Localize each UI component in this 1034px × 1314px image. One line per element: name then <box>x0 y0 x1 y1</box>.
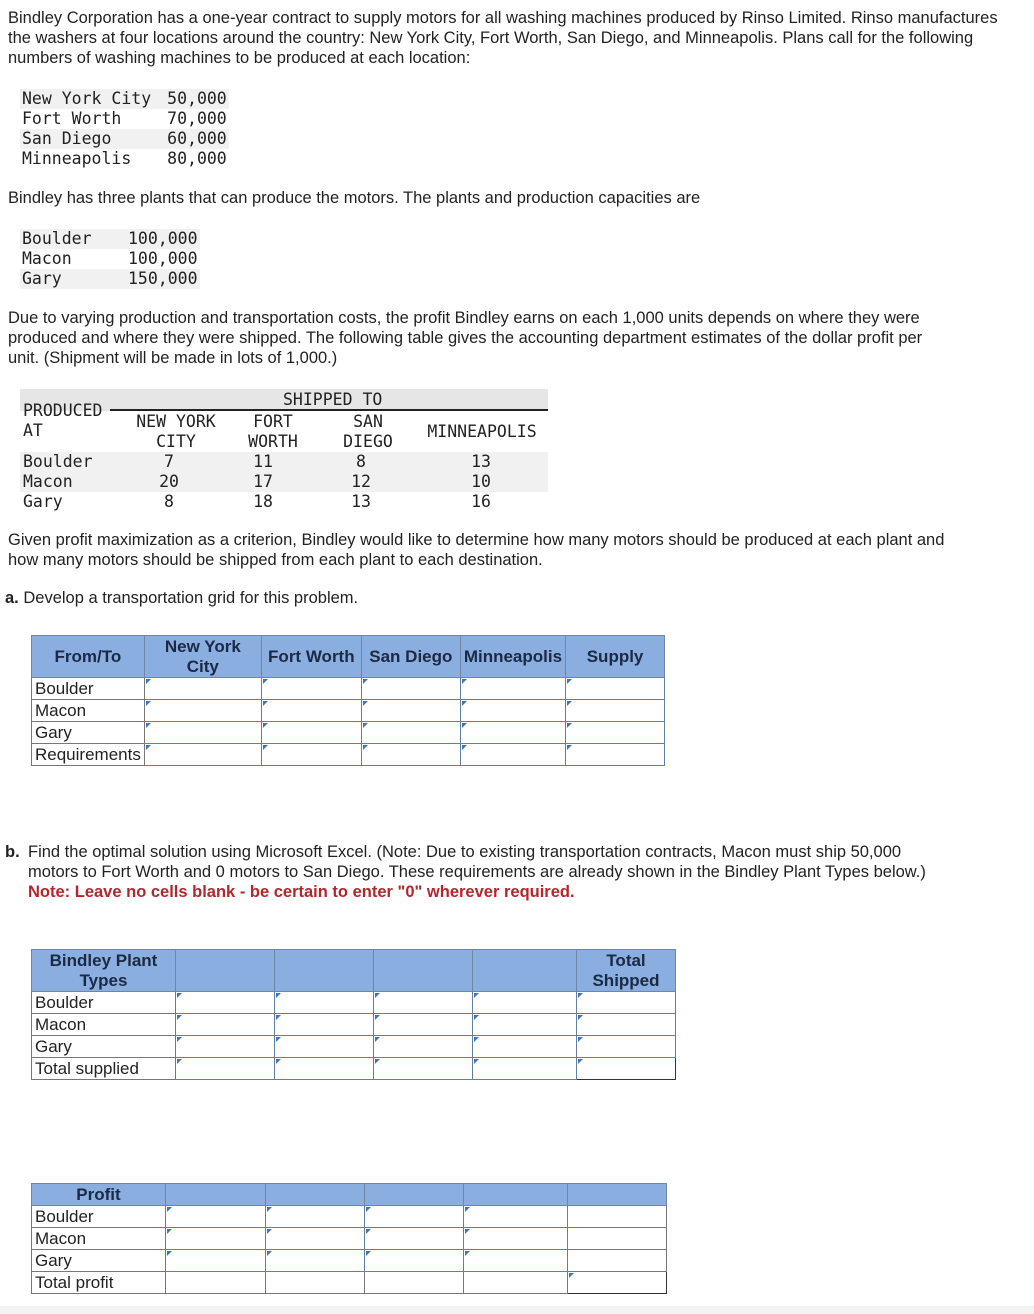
input-cell[interactable] <box>261 700 361 722</box>
col-header-line1: FORT <box>253 412 293 431</box>
part-a-letter: a. <box>5 589 19 607</box>
input-cell[interactable] <box>577 1036 676 1058</box>
input-cell[interactable] <box>176 1014 275 1036</box>
input-cell[interactable] <box>566 722 665 744</box>
row-label: Boulder <box>32 678 145 700</box>
empty-cell <box>365 1272 464 1294</box>
grid-row-requirements <box>32 744 665 766</box>
profit-value: 13 <box>471 452 491 471</box>
input-cell[interactable] <box>176 1058 275 1080</box>
header-blank <box>275 950 374 992</box>
input-cell[interactable] <box>361 744 460 766</box>
plant-types-row-macon <box>32 1014 676 1036</box>
plant-name: Gary <box>20 269 126 289</box>
profit-col-minneapolis <box>440 452 522 512</box>
input-cell[interactable] <box>374 1014 473 1036</box>
plant-name: Macon <box>22 249 72 268</box>
col-header-line2: WORTH <box>248 432 298 451</box>
input-cell[interactable] <box>577 992 676 1014</box>
plant-types-header-row <box>32 950 676 992</box>
header-blank <box>568 1184 667 1206</box>
header-fort-worth: Fort Worth <box>261 636 361 678</box>
row-label: Boulder <box>32 1206 166 1228</box>
plant-capacity: 150,000 <box>128 269 198 288</box>
shipped-to-rule <box>110 409 548 411</box>
input-cell[interactable] <box>460 700 565 722</box>
input-cell[interactable] <box>566 744 665 766</box>
input-cell[interactable] <box>460 744 565 766</box>
bottom-strip <box>0 1306 1034 1314</box>
row-label: Total supplied <box>32 1058 176 1080</box>
header-blank <box>365 1184 464 1206</box>
plant-name: Boulder <box>20 229 126 249</box>
col-header-line1: SAN <box>353 412 383 431</box>
intro-text: Bindley Corporation has a one-year contract to supply motors for all washing machines produced by Rinso Limited. Rinso manufactures the washers at four locations around the country: New York City, Fort Worth, San Diego, and Minneapolis. Plans call for the following numbers of washing machines to be produced at each location: <box>8 9 998 67</box>
input-cell[interactable] <box>566 678 665 700</box>
empty-cell <box>568 1250 667 1272</box>
empty-cell <box>166 1272 266 1294</box>
produced-label-line2: AT <box>23 421 43 440</box>
plant-types-row-gary <box>32 1036 676 1058</box>
profit-value: 11 <box>253 452 273 471</box>
header-blank <box>266 1184 365 1206</box>
profit-value: 13 <box>351 492 371 511</box>
header-blank <box>374 950 473 992</box>
profit-value: 20 <box>159 472 179 491</box>
input-cell[interactable] <box>460 722 565 744</box>
input-cell[interactable] <box>460 678 565 700</box>
input-cell[interactable] <box>266 1228 365 1250</box>
profit-grid-row-total <box>32 1272 667 1294</box>
header-from-to: From/To <box>32 636 145 678</box>
profit-value: 10 <box>471 472 491 491</box>
header-san-diego: San Diego <box>361 636 460 678</box>
location-row <box>20 89 229 109</box>
input-cell[interactable] <box>166 1206 266 1228</box>
shipped-to-label: SHIPPED TO <box>283 390 383 409</box>
profit-grid-row-macon <box>32 1228 667 1250</box>
input-cell[interactable] <box>275 992 374 1014</box>
plant-types-grid <box>31 949 676 1080</box>
input-cell[interactable] <box>577 1058 676 1080</box>
part-b-letter: b. <box>5 843 20 861</box>
input-cell[interactable] <box>374 992 473 1014</box>
row-label: Total profit <box>32 1272 166 1294</box>
input-cell[interactable] <box>464 1228 568 1250</box>
profit-value: 7 <box>164 452 174 471</box>
part-b-note: Note: Leave no cells blank - be certain to enter "0" wherever required. <box>28 883 575 901</box>
profit-value: 12 <box>351 472 371 491</box>
input-cell[interactable] <box>266 1206 365 1228</box>
header-new-york-city: New York City <box>144 636 261 678</box>
input-cell[interactable] <box>275 1058 374 1080</box>
plants-intro-text: Bindley has three plants that can produce the motors. The plants and production capacities are <box>8 189 701 207</box>
header-total-shipped: Total Shipped <box>577 950 676 992</box>
row-label: Macon <box>32 1228 166 1250</box>
location-name: San Diego <box>20 129 153 149</box>
input-cell[interactable] <box>374 1036 473 1058</box>
header-profit: Profit <box>32 1184 166 1206</box>
header-minneapolis: Minneapolis <box>460 636 565 678</box>
input-cell[interactable] <box>464 1250 568 1272</box>
row-label: Macon <box>32 700 145 722</box>
row-label: Gary <box>32 1250 166 1272</box>
profit-grid-row-boulder <box>32 1206 667 1228</box>
profit-row-labels <box>23 452 93 512</box>
produced-at-label <box>23 401 102 441</box>
grid-row-gary <box>32 722 665 744</box>
col-header-fort-worth <box>236 412 310 452</box>
header-supply: Supply <box>566 636 665 678</box>
profit-col-new-york <box>128 452 210 512</box>
input-cell[interactable] <box>144 744 261 766</box>
profit-grid-row-gary <box>32 1250 667 1272</box>
input-cell[interactable] <box>361 678 460 700</box>
profit-row-plant: Boulder <box>23 452 93 471</box>
input-cell[interactable] <box>275 1014 374 1036</box>
part-a-prompt <box>5 588 358 608</box>
input-cell[interactable] <box>473 992 577 1014</box>
empty-cell <box>568 1228 667 1250</box>
profit-grid-header-row <box>32 1184 667 1206</box>
col-header-line2: CITY <box>156 432 196 451</box>
location-row <box>20 129 229 149</box>
col-header-line1: NEW YORK <box>136 412 216 431</box>
row-label: Requirements <box>32 744 145 766</box>
input-cell[interactable] <box>361 722 460 744</box>
locations-table <box>20 89 229 169</box>
col-header-san-diego <box>333 412 403 452</box>
input-cell[interactable] <box>361 700 460 722</box>
part-b-prompt <box>5 842 950 901</box>
grid-header-row <box>32 636 665 678</box>
profit-intro-text: Due to varying production and transportation costs, the profit Bindley earns on each 1,000 units depends on where they were produced and where they were shipped. The following table gives the accounting department estimates of the dollar profit per unit. (Shipment will be made in lots of 1,000.) <box>8 309 923 367</box>
row-label: Macon <box>32 1014 176 1036</box>
plants-table <box>20 229 200 289</box>
location-name: Minneapolis <box>22 149 132 168</box>
location-qty: 70,000 <box>167 109 227 128</box>
input-cell[interactable] <box>144 678 261 700</box>
header-blank <box>473 950 577 992</box>
location-name: New York City <box>22 89 152 108</box>
input-cell[interactable] <box>464 1206 568 1228</box>
input-cell[interactable] <box>473 1036 577 1058</box>
input-cell[interactable] <box>261 744 361 766</box>
input-cell[interactable] <box>144 722 261 744</box>
plant-types-row-boulder <box>32 992 676 1014</box>
profit-value: 8 <box>356 452 366 471</box>
row-label: Gary <box>32 1036 176 1058</box>
header-blank <box>176 950 275 992</box>
col-header-line2: DIEGO <box>343 432 393 451</box>
plant-capacity: 100,000 <box>128 229 198 248</box>
input-cell[interactable] <box>261 722 361 744</box>
input-cell[interactable] <box>566 700 665 722</box>
input-cell[interactable] <box>374 1058 473 1080</box>
profit-row-plant: Macon <box>23 472 73 491</box>
empty-cell <box>266 1272 365 1294</box>
input-cell[interactable] <box>261 678 361 700</box>
header-blank <box>166 1184 266 1206</box>
grid-row-boulder <box>32 678 665 700</box>
plant-capacity: 100,000 <box>128 249 198 268</box>
header-plant-types: Bindley Plant Types <box>32 950 176 992</box>
profit-row-plant: Gary <box>23 492 63 511</box>
profit-value: 17 <box>253 472 273 491</box>
profit-grid <box>31 1183 667 1294</box>
location-qty: 80,000 <box>167 149 227 168</box>
empty-cell <box>568 1206 667 1228</box>
profit-value: 8 <box>164 492 174 511</box>
input-cell[interactable] <box>176 1036 275 1058</box>
input-cell[interactable] <box>166 1228 266 1250</box>
location-qty: 50,000 <box>167 89 227 108</box>
row-label: Gary <box>32 722 145 744</box>
input-cell[interactable] <box>365 1206 464 1228</box>
input-cell[interactable] <box>365 1250 464 1272</box>
profit-col-san-diego <box>328 452 394 512</box>
row-label: Boulder <box>32 992 176 1014</box>
location-qty: 60,000 <box>167 129 227 148</box>
col-header-new-york-city <box>128 412 224 452</box>
part-a-text: Develop a transportation grid for this problem. <box>23 589 359 607</box>
profit-value: 16 <box>471 492 491 511</box>
plant-types-row-total-supplied <box>32 1058 676 1080</box>
input-cell[interactable] <box>275 1036 374 1058</box>
goal-text: Given profit maximization as a criterion, Bindley would like to determine how many motors should be produced at each plant and how many motors should be shipped from each plant to each destination. <box>8 531 945 569</box>
input-cell[interactable] <box>577 1014 676 1036</box>
produced-label-line1: PRODUCED <box>23 401 103 420</box>
input-cell[interactable] <box>166 1250 266 1272</box>
transportation-grid <box>31 635 665 766</box>
input-cell[interactable] <box>365 1228 464 1250</box>
location-row <box>20 109 229 129</box>
col-header-minneapolis: MINNEAPOLIS <box>427 422 537 441</box>
plant-row <box>20 269 200 289</box>
total-profit-input[interactable] <box>568 1272 667 1294</box>
input-cell[interactable] <box>473 1014 577 1036</box>
plant-row <box>20 249 200 269</box>
grid-row-macon <box>32 700 665 722</box>
location-row <box>20 149 229 169</box>
input-cell[interactable] <box>176 992 275 1014</box>
profit-value: 18 <box>253 492 273 511</box>
location-name: Fort Worth <box>22 109 122 128</box>
profit-col-fort-worth <box>236 452 290 512</box>
empty-cell <box>464 1272 568 1294</box>
input-cell[interactable] <box>266 1250 365 1272</box>
part-b-text: Find the optimal solution using Microsoft Excel. (Note: Due to existing transportation contracts, Macon must ship 50,000 motors to Fort Worth and 0 motors to San Diego. These requirements are already shown in the Bindley Plant Types below.) <box>28 843 926 881</box>
plant-row <box>20 229 200 249</box>
input-cell[interactable] <box>473 1058 577 1080</box>
input-cell[interactable] <box>144 700 261 722</box>
header-blank <box>464 1184 568 1206</box>
